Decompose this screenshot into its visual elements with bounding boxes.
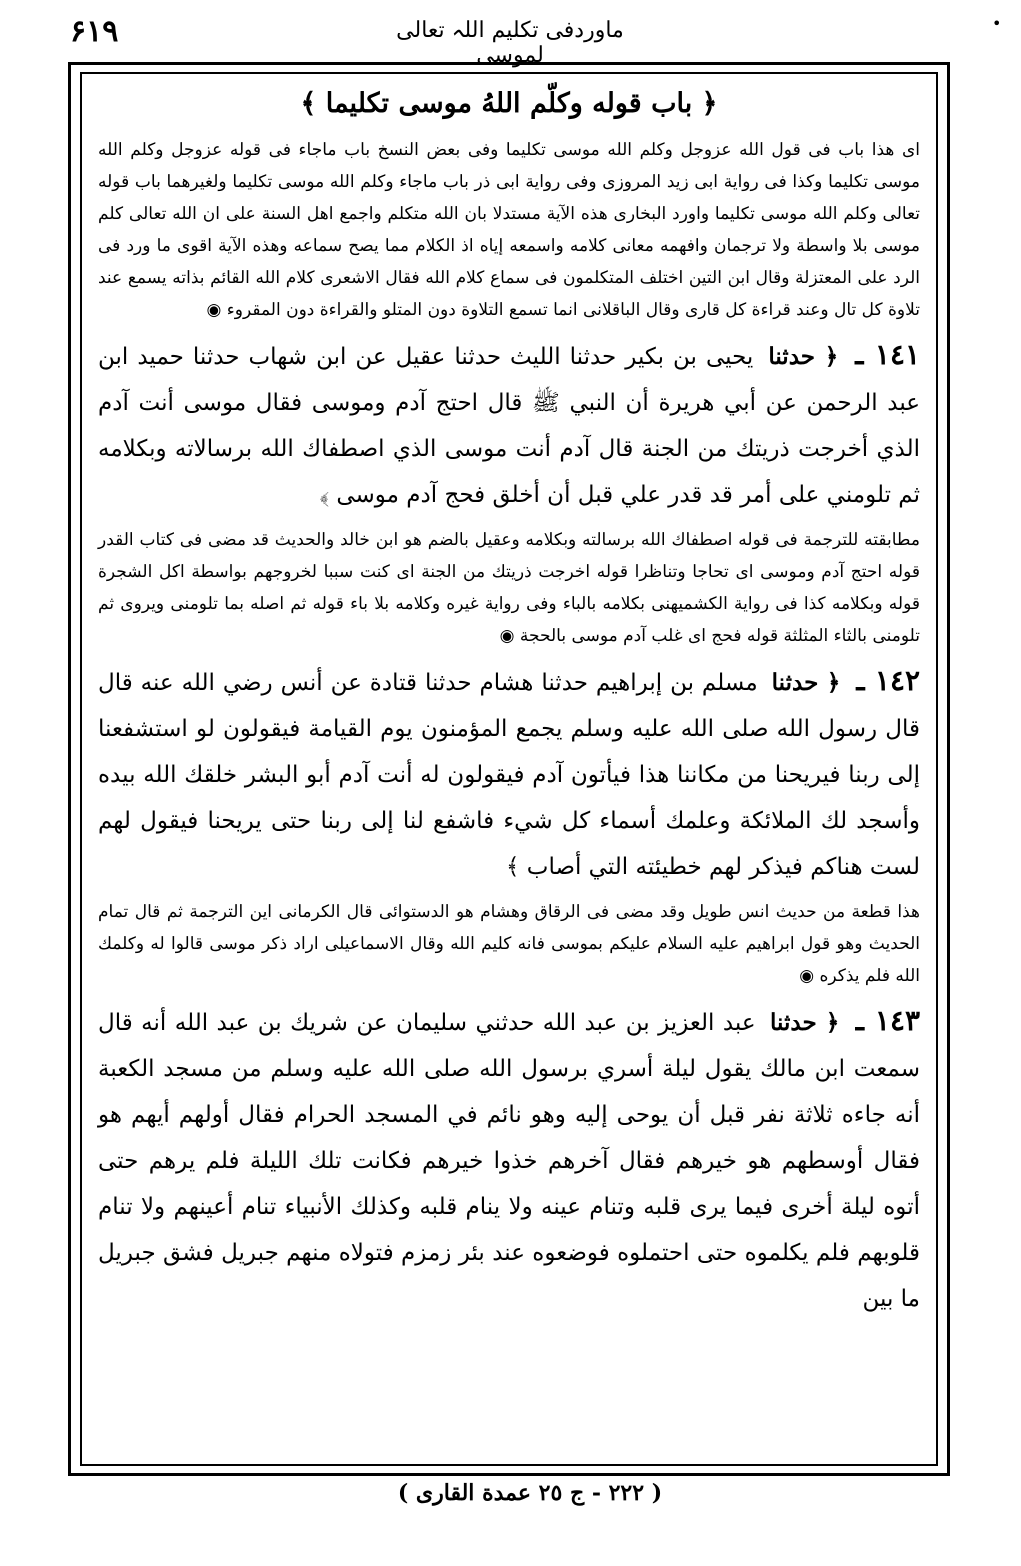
hadith-paragraph	[98, 998, 920, 1322]
commentary-paragraph: هذا قطعة من حديث انس طويل وقد مضى فی الرقاق وهشام هو الدستوائی قال الكرمانی اين الترجمة ثم قال تمام الحديث وهو قول ابراهيم عليه السلام عليكم بموسى فانه كليم الله وقال الاسماعيلی اراد ذكر موسى قالوا له وكلمك الله فلم يذكره ◉	[98, 902, 920, 986]
commentary-paragraph: مطابقته للترجمة فی قوله اصطفاك الله برسالته وبكلامه وعقيل بالضم هو ابن خالد والحديث قد مضى فی كتاب القدر قوله احتج آدم وموسى ای تحاجا وتناظرا قوله اخرجت ذريتك من الجنة ای كنت سببا لخروجهم بواسطة اكل الشجرة قوله وبكلامه كذا فی رواية الكشميهنی بكلامه بالباء وفی رواية غيره وكلامه بلا باء قوله ثم اصله بما تلومنی ويروى ثم تلومنی بالثاء المثلثة قوله فحج ای غلب آدم موسى بالحجة ◉	[98, 530, 920, 646]
running-title: ماوردفی تکلیم اللہ تعالی لموسی	[396, 18, 624, 68]
corner-mark: •	[992, 14, 1002, 33]
hadith-paragraph	[98, 658, 920, 890]
hadith-number: ١٤٣ ـ	[855, 1004, 921, 1037]
hadith-paragraph	[98, 332, 920, 518]
chapter-heading: ﴿ باب قوله وكلّم اللهُ موسى تكليما ﴾	[300, 88, 718, 119]
page-content	[98, 78, 920, 1458]
haddathana-marker: ﴿ حدثنا	[768, 343, 839, 370]
hadith-number: ١٤١ ـ	[855, 338, 921, 371]
hadith-text: عبد العزيز بن عبد الله حدثني سليمان عن شريك بن عبد الله أنه قال سمعت ابن مالك يقول ليلة أسري برسول الله صلى الله عليه وسلم من مسجد الكعبة أنه جاءه ثلاثة نفر قبل أن يوحى إليه وهو نائم في المسجد الحرام فقال أولهم أيهم هو فقال أوسطهم هو خيرهم فقال آخرهم خذوا خيرهم فكانت تلك الليلة فلم يرهم حتى أتوه ليلة أخرى فيما يرى قلبه وتنام عينه ولا ينام قلبه وكذلك الأنبياء تنام أعينهم ولا تنام قلوبهم فلم يكلموه حتى احتملوه فوضعوه عند بئر زمزم فتولاه منهم جبريل فشق جبريل ما بين	[98, 1010, 921, 1312]
commentary-paragraph: ای هذا باب فی قول الله عزوجل وكلم الله موسى تكليما وفی بعض النسخ باب ماجاء فی قوله عزوجل وكلم الله موسى تكليما وكذا فی رواية ابی زيد المروزی وفی رواية ابی ذر باب ماجاء وكلم الله موسى تكليما ولغيرهما باب قوله تعالى وكلم الله موسى تكليما واورد البخاری هذه الآية مستدلا بان الله متكلم واجمع اهل السنة على ان الله تعالى كلم موسى بلا واسطة ولا ترجمان وافهمه معانی كلامه واسمعه إياه اذ الكلام مما يصح سماعه وهذه الآية اقوى ما ورد فی الرد على المعتزلة وقال ابن التين اختلف المتكلمون فی سماع كلام الله فقال الاشعری كلام الله القائم بذاته يسمع عند تلاوة كل تال وعند قراءة كل قاری وقال الباقلانی انما تسمع التلاوة دون المتلو والقراءة دون المقروء ◉	[98, 140, 920, 320]
page-number: ۶۱۹	[70, 14, 119, 49]
hadith-text: يحيى بن بكير حدثنا الليث حدثنا عقيل عن ابن شهاب حدثنا حميد ابن عبد الرحمن عن أبي هريرة أن النبي ﷺ قال احتج آدم وموسى فقال موسى أنت آدم الذي أخرجت ذريتك من الجنة قال آدم أنت موسى الذي اصطفاك الله برسالاته وبكلامه ثم تلومني على أمر قد قدر علي قبل أن أخلق فحج آدم موسى ﴾	[98, 344, 920, 508]
haddathana-marker: ﴿ حدثنا	[770, 1009, 840, 1036]
hadith-number: ١٤٢ ـ	[856, 664, 921, 697]
hadith-text: مسلم بن إبراهيم حدثنا هشام حدثنا قتادة عن أنس رضي الله عنه قال قال رسول الله صلى الله عليه وسلم يجمع المؤمنون يوم القيامة فيقولون لو استشفعنا إلى ربنا فيريحنا من مكاننا هذا فيأتون آدم فيقولون له أنت آدم أبو البشر خلقك الله بيده وأسجد لك الملائكة وعلمك أسماء كل شيء فاشفع لنا إلى ربنا حتى يريحنا فيقول لهم لست هناكم فيذكر لهم خطيئته التي أصاب ﴾	[98, 670, 921, 880]
footer-reference: ( ٢٢٢ - ج ٢٥ عمدة القاری )	[397, 1480, 663, 1506]
haddathana-marker: ﴿ حدثنا	[771, 669, 841, 696]
